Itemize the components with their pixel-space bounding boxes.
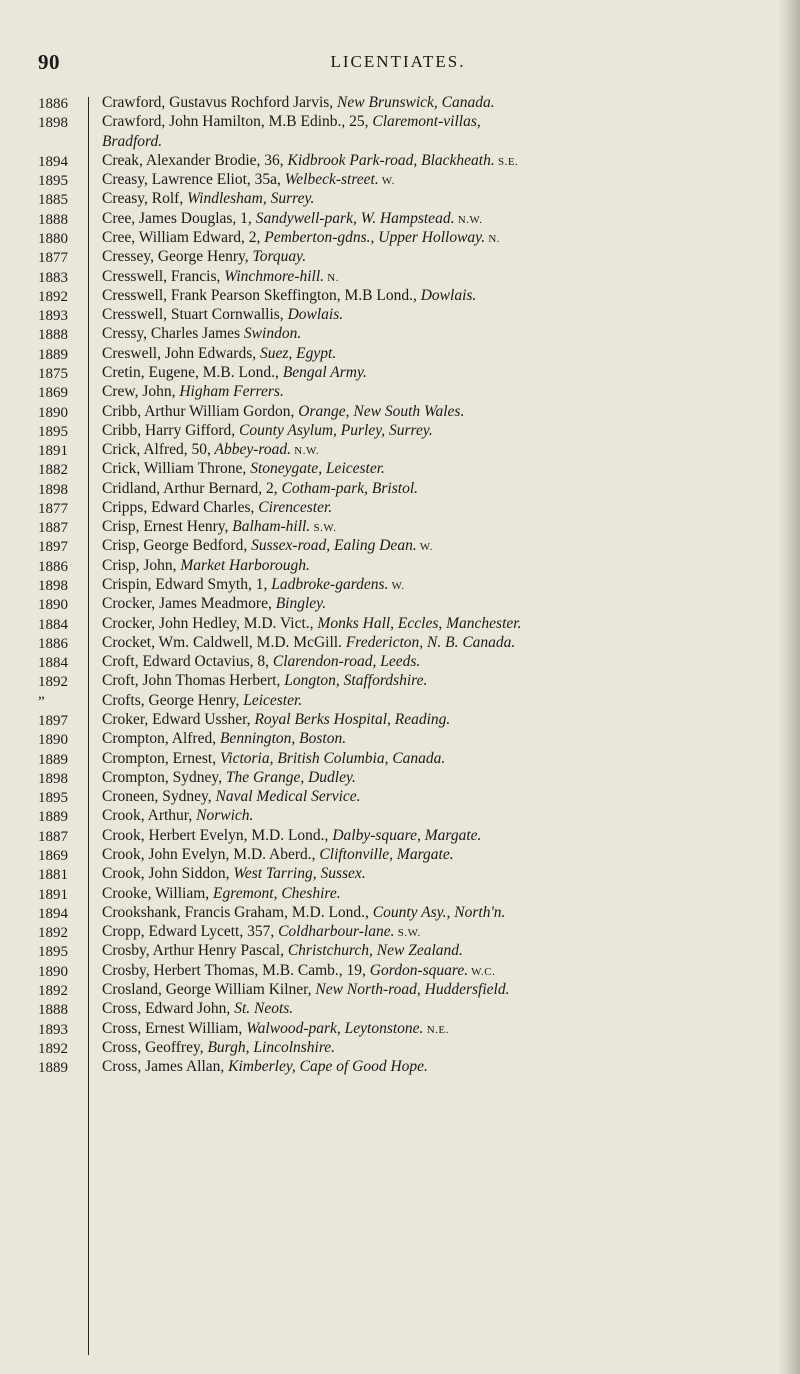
entry-text <box>92 750 778 769</box>
entry-name: Creasy, Rolf, <box>102 190 184 208</box>
entry-text <box>92 422 778 441</box>
entry-name: Crook, Arthur, <box>102 807 193 825</box>
entry-address: The Grange, Dudley. <box>221 768 356 786</box>
entry-year: 1889 <box>38 1060 68 1077</box>
entry-text <box>92 788 778 807</box>
entry-address: Walwood-park, Leytonstone. <box>242 1019 424 1037</box>
entry-address: Dalby-square, Margate. <box>328 826 482 844</box>
entry-name: Cresswell, Francis, <box>102 267 221 285</box>
list-item <box>38 576 778 595</box>
entry-year: 1881 <box>38 867 68 884</box>
list-item <box>38 345 778 364</box>
entry-name: Crawford, John Hamilton, M.B Edinb., 25, <box>102 113 369 131</box>
entry-text <box>92 229 778 248</box>
entry-name: Croneen, Sydney, <box>102 788 212 806</box>
entry-text <box>92 537 778 556</box>
entry-year: 1892 <box>38 982 68 999</box>
entry-address: Longton, Staffordshire. <box>280 672 428 690</box>
list-item <box>38 518 778 537</box>
list-item <box>38 672 778 691</box>
entry-address: Cotham-park, Bristol. <box>277 479 419 497</box>
entry-text <box>92 133 778 152</box>
list-item <box>38 692 778 711</box>
entry-year: 1886 <box>38 96 68 112</box>
entry-year: 1884 <box>38 616 68 633</box>
entry-district: N.W. <box>454 213 483 226</box>
entry-year: 1898 <box>38 578 68 595</box>
entry-year: 1882 <box>38 462 68 479</box>
entry-address: Cliftonville, Margate. <box>315 845 454 863</box>
entry-name: Crocker, John Hedley, M.D. Vict., <box>102 614 314 632</box>
entry-name: Croker, Edward Ussher, <box>102 711 251 728</box>
entry-year: 1894 <box>38 153 68 170</box>
list-item <box>38 306 778 325</box>
list-item <box>38 653 778 672</box>
entry-year: 1891 <box>38 886 68 903</box>
list-item <box>38 595 778 614</box>
entry-address: Claremont-villas, <box>368 113 481 131</box>
page-edge-shadow <box>778 0 800 1374</box>
entry-address: Cirencester. <box>254 498 333 516</box>
entry-year: 1877 <box>38 500 68 517</box>
entry-text <box>92 171 778 190</box>
list-item <box>38 711 778 730</box>
list-item <box>38 827 778 846</box>
list-item <box>38 1000 778 1019</box>
page-number: 90 <box>38 50 60 74</box>
entry-address: Bingley. <box>271 595 327 613</box>
entry-text <box>92 403 778 422</box>
entry-name: Croft, Edward Octavius, 8, <box>102 653 270 671</box>
entry-name: Cross, James Allan, <box>102 1058 225 1076</box>
entry-text <box>92 807 778 826</box>
list-item <box>38 210 778 229</box>
entry-address: Christchurch, New Zealand. <box>283 942 463 960</box>
entry-name: Crompton, Alfred, <box>102 730 217 748</box>
entry-text <box>92 769 778 788</box>
list-item <box>38 942 778 961</box>
list-item <box>38 750 778 769</box>
entry-year: 1869 <box>38 385 68 402</box>
entry-year: 1893 <box>38 1021 68 1038</box>
entry-address: Torquay. <box>248 248 307 266</box>
entry-district: W.C. <box>468 965 496 978</box>
entry-district: S.W. <box>310 522 337 535</box>
entry-year: 1880 <box>38 230 68 247</box>
entry-name: Crompton, Sydney, <box>102 768 222 786</box>
entry-name: Crook, John Evelyn, M.D. Aberd., <box>102 845 316 863</box>
list-item <box>38 981 778 1000</box>
list-item <box>38 923 778 942</box>
entry-text <box>92 248 778 267</box>
entry-text <box>92 846 778 865</box>
entry-name: Crofts, George Henry, <box>102 691 240 709</box>
running-title: LICENTIATES. <box>330 52 466 71</box>
list-item <box>38 248 778 267</box>
entry-text <box>92 364 778 383</box>
entry-address: Sussex-road, Ealing Dean. <box>247 537 417 555</box>
entry-name: Creasy, Lawrence Eliot, 35a, <box>102 171 281 189</box>
entry-year: 1895 <box>38 173 68 190</box>
entry-year: 1887 <box>38 520 68 537</box>
list-item <box>38 229 778 248</box>
entry-name: Crispin, Edward Smyth, 1, <box>102 576 268 594</box>
entry-name: Crook, Herbert Evelyn, M.D. Lond., <box>102 826 329 844</box>
entry-address: Dowlais. <box>416 286 477 304</box>
entry-year: 1895 <box>38 790 68 807</box>
entry-name: Creak, Alexander Brodie, 36, <box>102 151 284 169</box>
entry-text <box>92 923 778 942</box>
entry-text <box>92 94 778 113</box>
entry-text <box>92 865 778 884</box>
list-item <box>38 865 778 884</box>
entry-address: New Brunswick, Canada. <box>333 94 495 111</box>
entry-year: ” <box>38 693 45 710</box>
list-item <box>38 499 778 518</box>
entry-name: Croft, John Thomas Herbert, <box>102 672 281 690</box>
entry-address: Kimberley, Cape of Good Hope. <box>224 1058 428 1076</box>
list-item <box>38 557 778 576</box>
entry-address: Ladbroke-gardens. <box>267 576 389 594</box>
entry-address: Fredericton, N. B. Canada. <box>341 633 516 651</box>
entry-name: Crisp, Ernest Henry, <box>102 518 229 536</box>
entry-text <box>92 1020 778 1039</box>
entry-address: Victoria, British Columbia, Canada. <box>216 749 446 767</box>
entry-name: Crew, John, <box>102 383 176 401</box>
entry-name: Cressy, Charles James <box>102 325 241 343</box>
entry-year: 1895 <box>38 944 68 961</box>
list-item <box>38 403 778 422</box>
entry-address: Clarendon-road, Leeds. <box>269 653 421 671</box>
entry-year: 1888 <box>38 211 68 228</box>
entry-text <box>92 441 778 460</box>
entry-year: 1888 <box>38 327 68 344</box>
entry-year: 1890 <box>38 597 68 614</box>
entry-text <box>92 345 778 364</box>
entry-text <box>92 306 778 325</box>
entry-address: Norwich. <box>192 807 254 825</box>
entry-year: 1875 <box>38 365 68 382</box>
entry-address: Sandywell-park, W. Hampstead. <box>251 209 455 227</box>
entry-year <box>38 133 92 134</box>
entry-text <box>92 287 778 306</box>
entry-name: Cree, William Edward, 2, <box>102 228 261 246</box>
entry-year: 1897 <box>38 713 68 729</box>
entry-year: 1892 <box>38 288 68 305</box>
entry-text <box>92 460 778 479</box>
entry-district: W. <box>388 580 405 593</box>
list-item <box>38 287 778 306</box>
entry-address: Egremont, Cheshire. <box>209 884 341 902</box>
entry-text <box>92 325 778 344</box>
entry-name: Crook, John Siddon, <box>102 865 230 883</box>
entry-address: St. Neots. <box>230 1000 294 1018</box>
entry-address: Bengal Army. <box>278 363 367 381</box>
entry-address: Naval Medical Service. <box>211 788 361 806</box>
entry-address: Gordon-square. <box>365 961 469 979</box>
entry-name: Cross, Ernest William, <box>102 1019 243 1037</box>
entry-year: 1885 <box>38 192 68 209</box>
entry-name: Crosby, Arthur Henry Pascal, <box>102 942 284 960</box>
entry-text <box>92 1058 778 1077</box>
entry-district: W. <box>416 541 433 554</box>
entry-name: Cretin, Eugene, M.B. Lond., <box>102 363 279 381</box>
list-item <box>38 422 778 441</box>
entry-text <box>92 1000 778 1019</box>
entry-name: Cree, James Douglas, 1, <box>102 209 252 227</box>
list-item <box>38 1058 778 1077</box>
entry-name: Cropp, Edward Lycett, 357, <box>102 923 275 941</box>
entry-year: 1888 <box>38 1002 68 1019</box>
list-item <box>38 460 778 479</box>
entry-address: New North-road, Huddersfield. <box>311 980 510 998</box>
entry-text <box>92 383 778 402</box>
entry-year: 1898 <box>38 115 68 132</box>
entry-text <box>92 672 778 691</box>
entry-name: Cridland, Arthur Bernard, 2, <box>102 479 278 497</box>
entry-text <box>92 152 778 171</box>
entry-text <box>92 653 778 672</box>
entry-name: Crompton, Ernest, <box>102 749 217 767</box>
entry-address: Abbey-road. <box>210 441 291 459</box>
entry-text <box>92 518 778 537</box>
entry-text <box>92 576 778 595</box>
entry-address: Higham Ferrers. <box>175 383 284 401</box>
entry-text <box>92 634 778 653</box>
entry-year: 1892 <box>38 674 68 691</box>
entry-district: S.E. <box>494 155 519 168</box>
entry-text <box>92 962 778 981</box>
entry-address: Market Harborough. <box>176 556 310 574</box>
entry-name: Crocket, Wm. Caldwell, M.D. McGill. <box>102 633 342 651</box>
entry-text <box>92 730 778 749</box>
entry-address: Leicester. <box>239 691 303 709</box>
list-item <box>38 788 778 807</box>
entry-name: Cross, Geoffrey, <box>102 1038 204 1056</box>
entry-text <box>92 885 778 904</box>
entry-year: 1890 <box>38 963 68 980</box>
entry-year: 1889 <box>38 809 68 826</box>
entry-name: Cresswell, Frank Pearson Skeffington, M.B Lond., <box>102 286 417 304</box>
entry-year: 1886 <box>38 635 68 652</box>
entry-text <box>92 480 778 499</box>
list-item <box>38 480 778 499</box>
entry-name: Crisp, George Bedford, <box>102 537 248 555</box>
entry-name: Crookshank, Francis Graham, M.D. Lond., <box>102 903 369 921</box>
entry-address: County Asy., North'n. <box>368 903 506 921</box>
entry-text <box>92 827 778 846</box>
entry-year: 1877 <box>38 250 68 267</box>
entry-address: Royal Berks Hospital, Reading. <box>250 711 451 728</box>
entry-text <box>92 190 778 209</box>
entry-year: 1898 <box>38 481 68 498</box>
entry-address: Welbeck-street. <box>280 171 379 189</box>
entry-name: Creswell, John Edwards, <box>102 344 257 362</box>
entry-text <box>92 711 778 730</box>
page-header <box>38 50 758 80</box>
entry-name: Cripps, Edward Charles, <box>102 498 255 516</box>
entry-address: Bennington, Boston. <box>216 730 347 748</box>
licentiate-list <box>38 94 778 1077</box>
entry-district: N. <box>485 232 501 245</box>
entry-address: Orange, New South Wales. <box>294 402 465 420</box>
list-item <box>38 769 778 788</box>
entry-name: Cribb, Arthur William Gordon, <box>102 402 295 420</box>
entry-text <box>92 981 778 1000</box>
entry-district: S.W. <box>394 927 421 940</box>
entry-text <box>92 113 778 132</box>
entry-name: Crosby, Herbert Thomas, M.B. Camb., 19, <box>102 961 366 979</box>
entry-year: 1890 <box>38 404 68 421</box>
list-item <box>38 615 778 634</box>
entry-text <box>92 499 778 518</box>
entry-district: N. <box>324 271 339 284</box>
list-item <box>38 383 778 402</box>
list-item <box>38 325 778 344</box>
entry-text <box>92 595 778 614</box>
entry-address: Coldharbour-lane. <box>274 923 395 941</box>
entry-address: County Asylum, Purley, Surrey. <box>235 421 433 439</box>
entry-address: Balham-hill. <box>228 518 311 536</box>
entry-address: Kidbrook Park-road, Blackheath. <box>283 151 495 169</box>
entry-year: 1886 <box>38 558 68 575</box>
list-item <box>38 1039 778 1058</box>
entry-name: Crocker, James Meadmore, <box>102 595 272 613</box>
entry-year: 1889 <box>38 751 68 768</box>
list-item <box>38 364 778 383</box>
entry-address: Monks Hall, Eccles, Manchester. <box>313 614 522 632</box>
entry-text <box>92 1039 778 1058</box>
entry-year: 1884 <box>38 655 68 672</box>
entry-name: Cross, Edward John, <box>102 1000 231 1018</box>
entry-year: 1894 <box>38 905 68 922</box>
entry-address: Dowlais. <box>283 306 344 324</box>
entry-address: Bradford. <box>102 132 163 150</box>
entry-district: N.W. <box>291 445 320 458</box>
list-item <box>38 190 778 209</box>
list-item <box>38 113 778 132</box>
entry-year: 1889 <box>38 346 68 363</box>
list-item <box>38 171 778 190</box>
entry-district: N.E. <box>423 1023 449 1036</box>
entry-name: Cressey, George Henry, <box>102 248 249 266</box>
entry-year: 1883 <box>38 269 68 286</box>
entry-address: Swindon. <box>240 325 302 343</box>
list-item <box>38 1020 778 1039</box>
entry-text <box>92 692 778 711</box>
entry-year: 1893 <box>38 308 68 325</box>
entry-text <box>92 904 778 923</box>
entry-address: Pemberton-gdns., Upper Holloway. <box>260 228 486 246</box>
entry-text <box>92 942 778 961</box>
entry-year: 1892 <box>38 925 68 942</box>
entry-name: Cresswell, Stuart Cornwallis, <box>102 306 284 324</box>
entry-text <box>92 557 778 576</box>
list-item <box>38 885 778 904</box>
list-item <box>38 634 778 653</box>
list-item <box>38 846 778 865</box>
entry-name: Crosland, George William Kilner, <box>102 980 312 998</box>
entry-address: West Tarring, Sussex. <box>229 865 366 883</box>
list-item <box>38 962 778 981</box>
entry-name: Cribb, Harry Gifford, <box>102 421 236 439</box>
entry-address: Winchmore-hill. <box>220 267 324 285</box>
entry-name: Crooke, William, <box>102 884 210 902</box>
list-item <box>38 94 778 113</box>
entry-name: Crick, William Throne, <box>102 460 247 478</box>
entry-name: Crisp, John, <box>102 556 177 574</box>
list-item <box>38 152 778 171</box>
entry-name: Crick, Alfred, 50, <box>102 441 211 459</box>
entry-year: 1895 <box>38 423 68 440</box>
entry-text <box>92 268 778 287</box>
entry-district: W. <box>378 175 395 188</box>
list-item <box>38 441 778 460</box>
list-item <box>38 133 778 152</box>
list-item <box>38 807 778 826</box>
entry-address: Windlesham, Surrey. <box>183 190 315 208</box>
entry-year: 1887 <box>38 828 68 845</box>
entry-year: 1898 <box>38 770 68 787</box>
list-item <box>38 904 778 923</box>
entry-year: 1892 <box>38 1040 68 1057</box>
entry-year: 1891 <box>38 443 68 460</box>
entry-year: 1890 <box>38 732 68 749</box>
entry-address: Burgh, Lincolnshire. <box>203 1038 336 1056</box>
list-item <box>38 268 778 287</box>
entry-year: 1869 <box>38 847 68 864</box>
entry-name: Crawford, Gustavus Rochford Jarvis, <box>102 94 334 111</box>
list-item <box>38 730 778 749</box>
entry-address: Suez, Egypt. <box>256 344 337 362</box>
entry-address: Stoneygate, Leicester. <box>246 460 385 478</box>
entry-text <box>92 615 778 634</box>
list-item <box>38 537 778 556</box>
entry-text <box>92 210 778 229</box>
entry-year: 1897 <box>38 539 68 556</box>
